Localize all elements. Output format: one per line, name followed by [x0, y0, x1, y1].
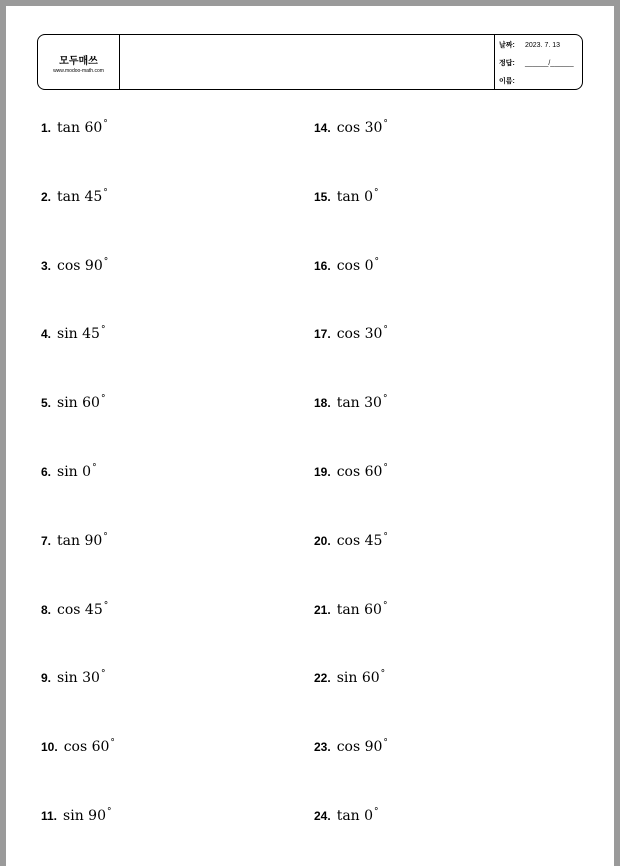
problem-item	[314, 119, 388, 136]
problem-item	[314, 325, 388, 342]
problem-expression: tan 45	[57, 188, 103, 205]
problem-number: 16.	[314, 258, 331, 273]
brand-name: 모두매쓰	[59, 56, 98, 67]
problem-expression: cos 60	[63, 739, 110, 756]
worksheet-header	[37, 34, 583, 90]
problem-item	[41, 257, 108, 274]
problem-number: 14.	[314, 121, 331, 135]
problem-number: 5.	[41, 396, 52, 411]
degree-symbol: °	[103, 256, 109, 267]
problem-expression: tan 0	[336, 808, 374, 824]
problem-number: 1.	[41, 121, 52, 135]
degree-symbol: °	[100, 669, 106, 680]
problem-item	[41, 119, 108, 136]
degree-symbol: °	[382, 394, 388, 405]
problem-number: 24.	[314, 809, 331, 823]
problem-expression: sin 90	[63, 808, 106, 824]
degree-symbol: °	[383, 463, 388, 473]
answer-value: ______/______	[525, 60, 574, 67]
problem-item	[41, 601, 108, 618]
problem-number: 15.	[314, 189, 331, 204]
degree-symbol: °	[383, 531, 388, 542]
problem-item	[314, 257, 379, 274]
problem-item	[314, 738, 388, 755]
problem-expression: tan 60	[57, 120, 103, 136]
problem-number: 20.	[314, 533, 331, 548]
info-box	[494, 35, 584, 89]
degree-symbol: °	[100, 325, 106, 336]
problem-number: 9.	[41, 671, 52, 686]
problem-number: 11.	[41, 809, 58, 823]
problem-number: 21.	[314, 602, 331, 617]
degree-symbol: °	[103, 531, 108, 542]
degree-symbol: °	[110, 738, 115, 749]
problem-number: 19.	[314, 465, 331, 479]
problem-item	[314, 532, 388, 549]
problem-expression: tan 0	[336, 188, 374, 205]
degree-symbol: °	[92, 463, 97, 473]
degree-symbol: °	[380, 669, 386, 680]
problem-expression: sin 60	[57, 395, 100, 412]
problem-item	[314, 463, 388, 480]
name-label: 이름:	[499, 78, 515, 85]
problem-expression: tan 90	[57, 532, 103, 549]
degree-symbol: °	[374, 256, 379, 267]
problem-expression: cos 90	[57, 257, 103, 274]
problem-number: 17.	[314, 327, 331, 342]
degree-symbol: °	[374, 807, 379, 817]
worksheet-page	[6, 6, 614, 866]
problem-item	[41, 463, 97, 480]
degree-symbol: °	[103, 119, 108, 129]
brand-box	[38, 35, 120, 89]
problem-expression: cos 45	[336, 532, 383, 549]
problem-item	[314, 669, 385, 686]
problem-expression: cos 30	[336, 326, 383, 343]
degree-symbol: °	[103, 600, 109, 611]
problem-number: 22.	[314, 671, 331, 686]
problem-number: 6.	[41, 465, 52, 479]
problem-expression: cos 0	[336, 257, 374, 274]
degree-symbol: °	[383, 119, 388, 129]
problem-item	[314, 188, 379, 205]
problem-item	[41, 738, 115, 755]
problem-item	[41, 325, 105, 342]
degree-symbol: °	[100, 394, 106, 405]
problem-item	[41, 807, 111, 824]
problem-expression: tan 30	[336, 395, 382, 412]
problem-expression: tan 60	[336, 601, 382, 618]
problem-expression: cos 45	[57, 601, 103, 618]
problem-number: 4.	[41, 327, 52, 342]
problem-expression: sin 0	[57, 464, 92, 480]
degree-symbol: °	[374, 187, 379, 198]
problem-number: 10.	[41, 740, 58, 755]
problem-expression: cos 90	[336, 739, 383, 756]
problem-item	[41, 532, 108, 549]
problem-number: 18.	[314, 396, 331, 411]
problem-number: 7.	[41, 533, 52, 548]
date-label: 날짜:	[499, 42, 515, 49]
problem-number: 2.	[41, 189, 52, 204]
problem-number: 23.	[314, 740, 331, 755]
problem-item	[41, 188, 108, 205]
problem-item	[314, 394, 387, 411]
problem-number: 8.	[41, 602, 52, 617]
degree-symbol: °	[383, 325, 388, 336]
degree-symbol: °	[382, 600, 388, 611]
degree-symbol: °	[383, 738, 388, 749]
degree-symbol: °	[103, 187, 108, 198]
problem-expression: sin 45	[57, 326, 100, 343]
problem-item	[41, 669, 105, 686]
problem-item	[314, 601, 387, 618]
problem-expression: cos 30	[336, 120, 383, 136]
date-row	[499, 40, 560, 50]
answer-label: 정답:	[499, 60, 515, 67]
problem-number: 3.	[41, 258, 52, 273]
date-value: 2023. 7. 13	[525, 42, 561, 49]
problem-item	[314, 807, 379, 824]
name-row	[499, 76, 525, 86]
problem-expression: sin 30	[57, 670, 100, 687]
answer-row	[499, 58, 574, 68]
problem-item	[41, 394, 105, 411]
problem-expression: cos 60	[336, 464, 383, 480]
problem-expression: sin 60	[336, 670, 380, 687]
brand-url: www.modoo-math.com	[53, 68, 104, 74]
degree-symbol: °	[106, 807, 112, 817]
